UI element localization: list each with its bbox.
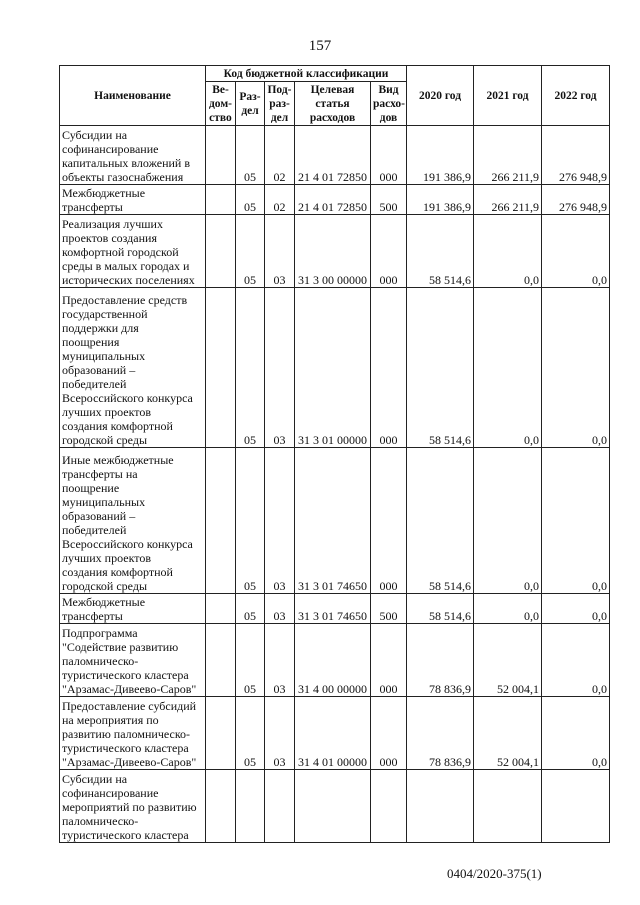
row-target-article: 31 3 01 00000 bbox=[295, 288, 371, 448]
row-2022: 0,0 bbox=[542, 448, 610, 594]
row-razdel: 05 bbox=[236, 448, 265, 594]
row-target-article: 21 4 01 72850 bbox=[295, 185, 371, 215]
row-name: Межбюджетные трансферты bbox=[60, 185, 206, 215]
row-2022: 0,0 bbox=[542, 215, 610, 288]
row-expense-type: 000 bbox=[371, 215, 407, 288]
row-podrazdel: 03 bbox=[265, 697, 295, 770]
header-2022: 2022 год bbox=[542, 66, 610, 126]
row-vedomstvo bbox=[206, 288, 236, 448]
row-2021 bbox=[474, 770, 542, 843]
row-razdel: 05 bbox=[236, 126, 265, 185]
header-budget-code-group: Код бюджетной классификации bbox=[206, 66, 407, 82]
row-2022: 0,0 bbox=[542, 697, 610, 770]
row-2022 bbox=[542, 770, 610, 843]
row-2021: 52 004,1 bbox=[474, 697, 542, 770]
row-2022: 0,0 bbox=[542, 288, 610, 448]
row-2020 bbox=[407, 770, 474, 843]
row-2020: 58 514,6 bbox=[407, 288, 474, 448]
row-podrazdel: 03 bbox=[265, 215, 295, 288]
row-vedomstvo bbox=[206, 126, 236, 185]
row-vedomstvo bbox=[206, 215, 236, 288]
row-target-article: 31 4 01 00000 bbox=[295, 697, 371, 770]
row-2021: 0,0 bbox=[474, 288, 542, 448]
table-row bbox=[60, 185, 610, 215]
row-name: Субсидии на софинансирование мероприятий по развитию паломническо- туристического кластера bbox=[60, 770, 206, 843]
row-razdel: 05 bbox=[236, 697, 265, 770]
row-podrazdel: 02 bbox=[265, 126, 295, 185]
row-2021: 0,0 bbox=[474, 215, 542, 288]
row-razdel bbox=[236, 770, 265, 843]
table-row bbox=[60, 594, 610, 624]
row-expense-type: 000 bbox=[371, 624, 407, 697]
row-podrazdel: 03 bbox=[265, 624, 295, 697]
row-2022: 0,0 bbox=[542, 624, 610, 697]
row-podrazdel: 03 bbox=[265, 288, 295, 448]
row-2021: 0,0 bbox=[474, 448, 542, 594]
document-code: 0404/2020-375(1) bbox=[447, 866, 542, 881]
header-name: Наименование bbox=[60, 66, 206, 126]
row-2020: 191 386,9 bbox=[407, 185, 474, 215]
row-expense-type: 000 bbox=[371, 448, 407, 594]
row-podrazdel: 02 bbox=[265, 185, 295, 215]
row-name: Межбюджетные трансферты bbox=[60, 594, 206, 624]
row-target-article: 31 3 01 74650 bbox=[295, 448, 371, 594]
row-2020: 58 514,6 bbox=[407, 594, 474, 624]
header-vedomstvo: Ве- дом- ство bbox=[206, 82, 236, 126]
row-razdel: 05 bbox=[236, 288, 265, 448]
header-podrazdel: Под- раз- дел bbox=[265, 82, 295, 126]
row-2020: 58 514,6 bbox=[407, 215, 474, 288]
row-podrazdel bbox=[265, 770, 295, 843]
table-row bbox=[60, 624, 610, 697]
row-2021: 52 004,1 bbox=[474, 624, 542, 697]
header-expense-type: Вид расхо- дов bbox=[371, 82, 407, 126]
row-2020: 78 836,9 bbox=[407, 697, 474, 770]
row-vedomstvo bbox=[206, 448, 236, 594]
row-razdel: 05 bbox=[236, 215, 265, 288]
row-name: Предоставление субсидий на мероприятия по развитию паломническо- туристического кластера "Арзамас-Дивеево-Саров" bbox=[60, 697, 206, 770]
row-2022: 0,0 bbox=[542, 594, 610, 624]
row-razdel: 05 bbox=[236, 624, 265, 697]
row-2021: 266 211,9 bbox=[474, 126, 542, 185]
row-expense-type: 000 bbox=[371, 288, 407, 448]
row-expense-type: 000 bbox=[371, 697, 407, 770]
row-vedomstvo bbox=[206, 594, 236, 624]
row-2021: 0,0 bbox=[474, 594, 542, 624]
header-2020: 2020 год bbox=[407, 66, 474, 126]
row-razdel: 05 bbox=[236, 185, 265, 215]
row-name: Подпрограмма "Содействие развитию паломническо- туристического кластера "Арзамас-Дивеево-Саров" bbox=[60, 624, 206, 697]
row-vedomstvo bbox=[206, 624, 236, 697]
row-podrazdel: 03 bbox=[265, 448, 295, 594]
row-2020: 58 514,6 bbox=[407, 448, 474, 594]
row-name: Предоставление средств государственной поддержки для поощрения муниципальных образований – победителей Всероссийского конкурса лучших проектов создания комфортной городской среды bbox=[60, 288, 206, 448]
row-razdel: 05 bbox=[236, 594, 265, 624]
row-podrazdel: 03 bbox=[265, 594, 295, 624]
row-expense-type: 500 bbox=[371, 185, 407, 215]
row-target-article bbox=[295, 770, 371, 843]
table-row bbox=[60, 215, 610, 288]
table-row bbox=[60, 126, 610, 185]
row-vedomstvo bbox=[206, 185, 236, 215]
row-2022: 276 948,9 bbox=[542, 185, 610, 215]
row-2020: 78 836,9 bbox=[407, 624, 474, 697]
row-name: Реализация лучших проектов создания комфортной городской среды в малых городах и исторических поселениях bbox=[60, 215, 206, 288]
row-vedomstvo bbox=[206, 770, 236, 843]
row-vedomstvo bbox=[206, 697, 236, 770]
page-number: 157 bbox=[308, 38, 332, 54]
row-2022: 276 948,9 bbox=[542, 126, 610, 185]
header-razdel: Раз- дел bbox=[236, 82, 265, 126]
table-row bbox=[60, 288, 610, 448]
row-2021: 266 211,9 bbox=[474, 185, 542, 215]
row-name: Субсидии на софинансирование капитальных вложений в объекты газоснабжения bbox=[60, 126, 206, 185]
row-2020: 191 386,9 bbox=[407, 126, 474, 185]
row-target-article: 21 4 01 72850 bbox=[295, 126, 371, 185]
row-target-article: 31 3 01 74650 bbox=[295, 594, 371, 624]
row-target-article: 31 3 00 00000 bbox=[295, 215, 371, 288]
header-2021: 2021 год bbox=[474, 66, 542, 126]
table-row bbox=[60, 697, 610, 770]
table-row bbox=[60, 770, 610, 843]
row-expense-type: 500 bbox=[371, 594, 407, 624]
row-expense-type: 000 bbox=[371, 126, 407, 185]
table-row bbox=[60, 448, 610, 594]
row-expense-type bbox=[371, 770, 407, 843]
row-name: Иные межбюджетные трансферты на поощрение муниципальных образований – победителей Всероссийского конкурса лучших проектов создания комфортной городской среды bbox=[60, 448, 206, 594]
row-target-article: 31 4 00 00000 bbox=[295, 624, 371, 697]
header-target-article: Целевая статья расходов bbox=[295, 82, 371, 126]
budget-table bbox=[59, 65, 610, 843]
